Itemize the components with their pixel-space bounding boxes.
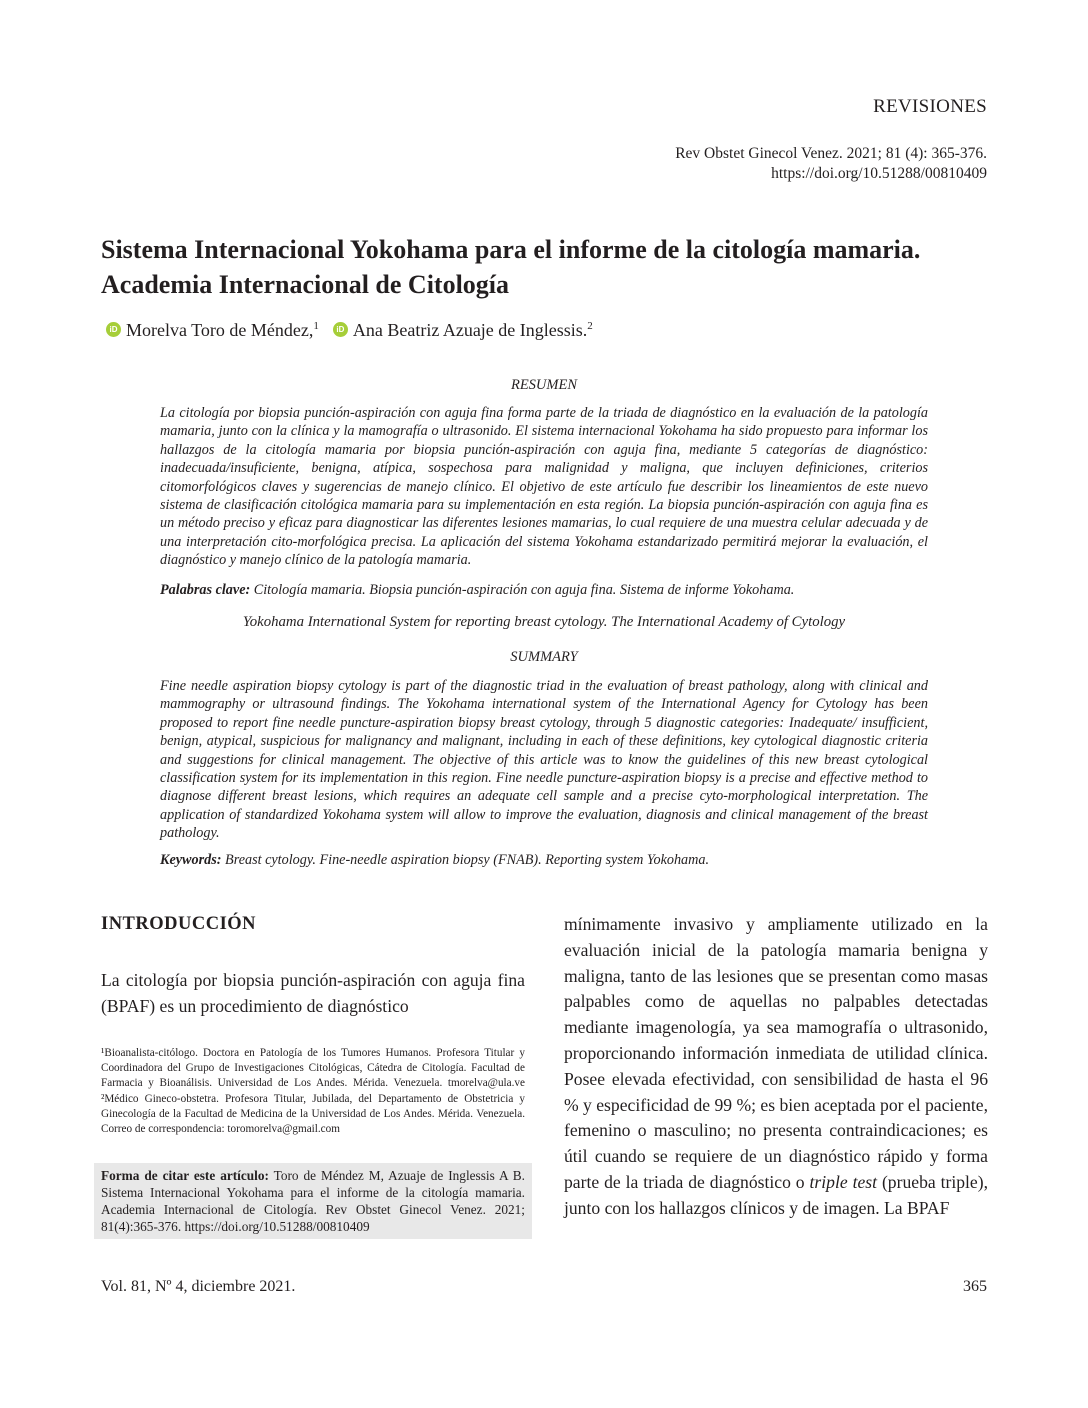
author-list (106, 320, 599, 341)
issue-info: Vol. 81, Nº 4, diciembre 2021. (101, 1278, 296, 1295)
section-label: REVISIONES (873, 96, 987, 117)
author-name: Ana Beatriz Azuaje de Inglessis.$^2$ (352, 320, 593, 340)
author-affiliations: ¹Bioanalista-citólogo. Doctora en Patología de los Tumores Humanos. Profesora Titular y Coordinadora del Grupo de Investigaciones Citológicas, Cátedra de Citología. Facultad de Farmacia y Bioanálisis. Universidad de Los Andes. Mérida. Venezuela. tmorelva@ula.ve ²Médico Gineco-obstetra. Profesora Titular, Jubilada, del Departamento de Obstetricia y Ginecología de la Facultad de Medicina de la Universidad de Los Andes. Mérida. Venezuela. Correo de correspondencia: toromorelva@gmail.com (101, 1047, 525, 1136)
how-to-cite-text: Forma de citar este artículo: Toro de Méndez M, Azuaje de Inglessis A B. Sistema Internacional Yokohama para el informe de la citología mamaria. Academia Internacional de Citología. Rev Obstet Ginecol Venez. 2021; 81(4):365-376. https://doi.org/10.51288/00810409 (101, 1168, 525, 1234)
page-number: 365 (963, 1278, 987, 1295)
orcid-icon[interactable]: iD (106, 322, 121, 337)
keywords-label: Keywords: (160, 852, 222, 868)
keywords-label: Palabras clave: (160, 582, 251, 598)
english-title: Yokohama International System for reporting breast cytology. The International Academy of Cytology (242, 614, 846, 630)
summary-heading: SUMMARY (510, 649, 578, 665)
journal-citation: Rev Obstet Ginecol Venez. 2021; 81 (4): 365-376. (675, 145, 987, 162)
how-to-cite-box (94, 1163, 532, 1239)
resumen-heading: RESUMEN (510, 377, 578, 393)
intro-left-text: La citología por biopsia punción-aspiración con aguja fina (BPAF) es un procedimiento de diagnóstico (101, 970, 525, 1016)
introduction-heading: INTRODUCCIÓN (101, 914, 257, 934)
orcid-icon[interactable]: iD (333, 322, 348, 337)
intro-right-text: mínimamente invasivo y ampliamente utilizado en la evaluación inicial de la patología mamaria benigna y maligna, tanto de las lesiones que se presentan como masas palpables como de aquellas no palpables detectadas mediante imagenología, ya sea mamografía o ultrasonido, proporcionando información inmediata de utilidad clínica. Posee elevada efectividad, con sensibilidad de hasta el 96 % y especificidad de 99 %; es bien aceptada por el paciente, femenino o masculino; no presenta contraindicaciones; es útil cuando se requiere de un diagnóstico rápido y forma parte de la triada de diagnóstico o triple test (prueba triple), junto con los hallazgos clínicos y de imagen. La BPAF (564, 914, 989, 1218)
resumen-text: La citología por biopsia punción-aspiración con aguja fina forma parte de la triada de diagnóstico en la evaluación de la patología mamaria, junto con la clínica y la mamografía o ultrasonido. El sistema internacional Yokohama ha sido propuesto para informar los hallazgos de la citología mamaria por biopsia punción-aspiración con aguja fina, mediante 5 categorías de diagnóstico: inadecuada/insuficiente, benigna, atípica, sospechosa para malignidad y maligna, que incluyen definiciones, criterios citomorfológicos claves y sugerencias de manejo clínico. El objetivo de este artículo fue describir los lineamientos de este nuevo sistema de clasificación citológica mamaria para su implementación en esta región. La biopsia punción-aspiración con aguja fina es un método preciso y eficaz para diagnosticar las diferentes lesiones mamarias, lo cual requiere de una muestra celular adecuada y de una interpretación cito-morfológica precisa. La aplicación del sistema Yokohama estandarizado permitirá mejorar la evaluación, el diagnóstico y manejo clínico de la patología mamaria. (160, 405, 928, 569)
article-title: Sistema Internacional Yokohama para el informe de la citología mamaria. Academia Internacional de Citología (101, 235, 921, 299)
resumen-keywords: Palabras clave: Citología mamaria. Biopsia punción-aspiración con aguja fina. Sistema de informe Yokohama. (160, 582, 795, 598)
doi-link[interactable]: https://doi.org/10.51288/00810409 (771, 165, 987, 182)
summary-text: Fine needle aspiration biopsy cytology is part of the diagnostic triad in the evaluation of breast pathology, along with clinical and mammography or ultrasound findings. The Yokohama international system of the International Agency for Cytology has been proposed to report fine needle puncture-aspiration biopsy breast cytology, through 5 diagnostic categories: Inadequate/ insufficient, benign, atypical, suspicious for malignancy and malignant, including in each of these definitions, key cytological diagnostic criteria and suggestions for clinical management. The objective of this article was to know the guidelines of this new breast cytological classification system for its implementation in this region. Fine needle puncture-aspiration biopsy is a precise and effective method to diagnose different breast lesions, which requires an adequate cell sample and a precise cyto-morphological interpretation. The application of standardized Yokohama system will allow to improve the evaluation, diagnosis and clinical management of the breast pathology. (160, 678, 928, 842)
summary-keywords: Keywords: Breast cytology. Fine-needle aspiration biopsy (FNAB). Reporting system Yokohama. (160, 852, 710, 868)
author-name: Morelva Toro de Méndez,$^1$ (126, 320, 319, 340)
